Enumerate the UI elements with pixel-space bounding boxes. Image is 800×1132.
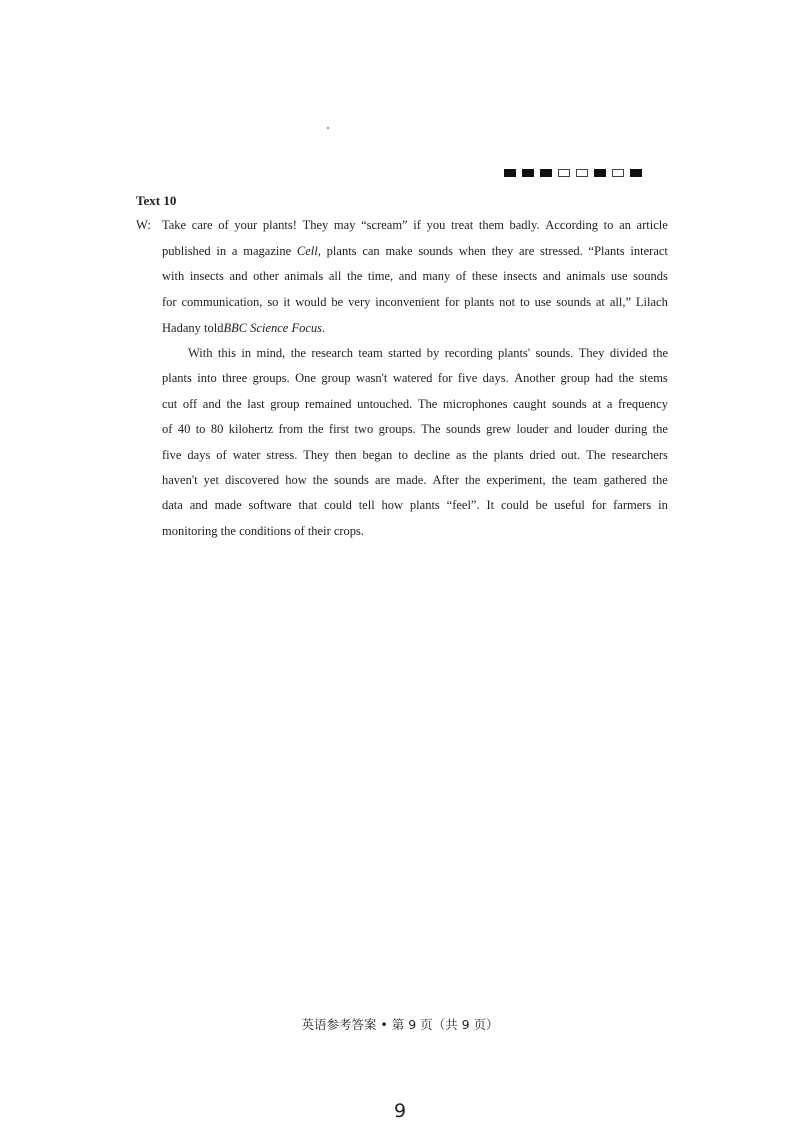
text-line: haven't yet discovered how the sounds are made. After the experiment, the team gathered the: [162, 473, 668, 487]
page-footer: 英语参考答案 • 第 9 页（共 9 页）: [301, 1017, 499, 1032]
text-line: five days of water stress. They then began to decline as the plants dried out. The researchers: [162, 447, 668, 462]
header-mark-filled: [522, 169, 534, 177]
header-mark-filled: [594, 169, 606, 177]
header-mark-filled: [540, 169, 552, 177]
text-line: plants into three groups. One group wasn't watered for five days. Another group had the stems: [162, 371, 668, 386]
page-number: 9: [393, 1100, 407, 1122]
text-line: cut off and the last group remained untouched. The microphones caught sounds at a frequency: [162, 396, 668, 411]
scan-speck: [327, 127, 329, 129]
text-line: published in a magazine Cell, plants can make sounds when they are stressed. “Plants interact: [162, 243, 668, 258]
text-heading: Text 10: [136, 193, 177, 208]
header-mark-empty: [576, 169, 588, 177]
speaker-label: W:: [136, 218, 151, 232]
text-line: Hadany told BBC Science Focus .: [162, 320, 326, 335]
header-mark-filled: [630, 169, 642, 177]
text-line: for communication, so it would be very inconvenient for plants not to use sounds at all,” Lilach: [162, 295, 668, 310]
text-line: of 40 to 80 kilohertz from the first two groups. The sounds grew louder and louder during the: [162, 422, 668, 437]
header-mark-empty: [558, 169, 570, 177]
text-line: data and made software that could tell how plants “feel”. It could be useful for farmers in: [162, 498, 668, 513]
header-marks: [504, 169, 642, 177]
text-line: monitoring the conditions of their crops.: [162, 523, 365, 538]
text-line: Take care of your plants! They may “scream” if you treat them badly. According to an article: [162, 218, 668, 232]
header-mark-filled: [504, 169, 516, 177]
header-mark-empty: [612, 169, 624, 177]
text-line: with insects and other animals all the time, and many of these insects and animals use sounds: [162, 269, 668, 284]
text-line: With this in mind, the research team started by recording plants' sounds. They divided the: [188, 346, 668, 360]
